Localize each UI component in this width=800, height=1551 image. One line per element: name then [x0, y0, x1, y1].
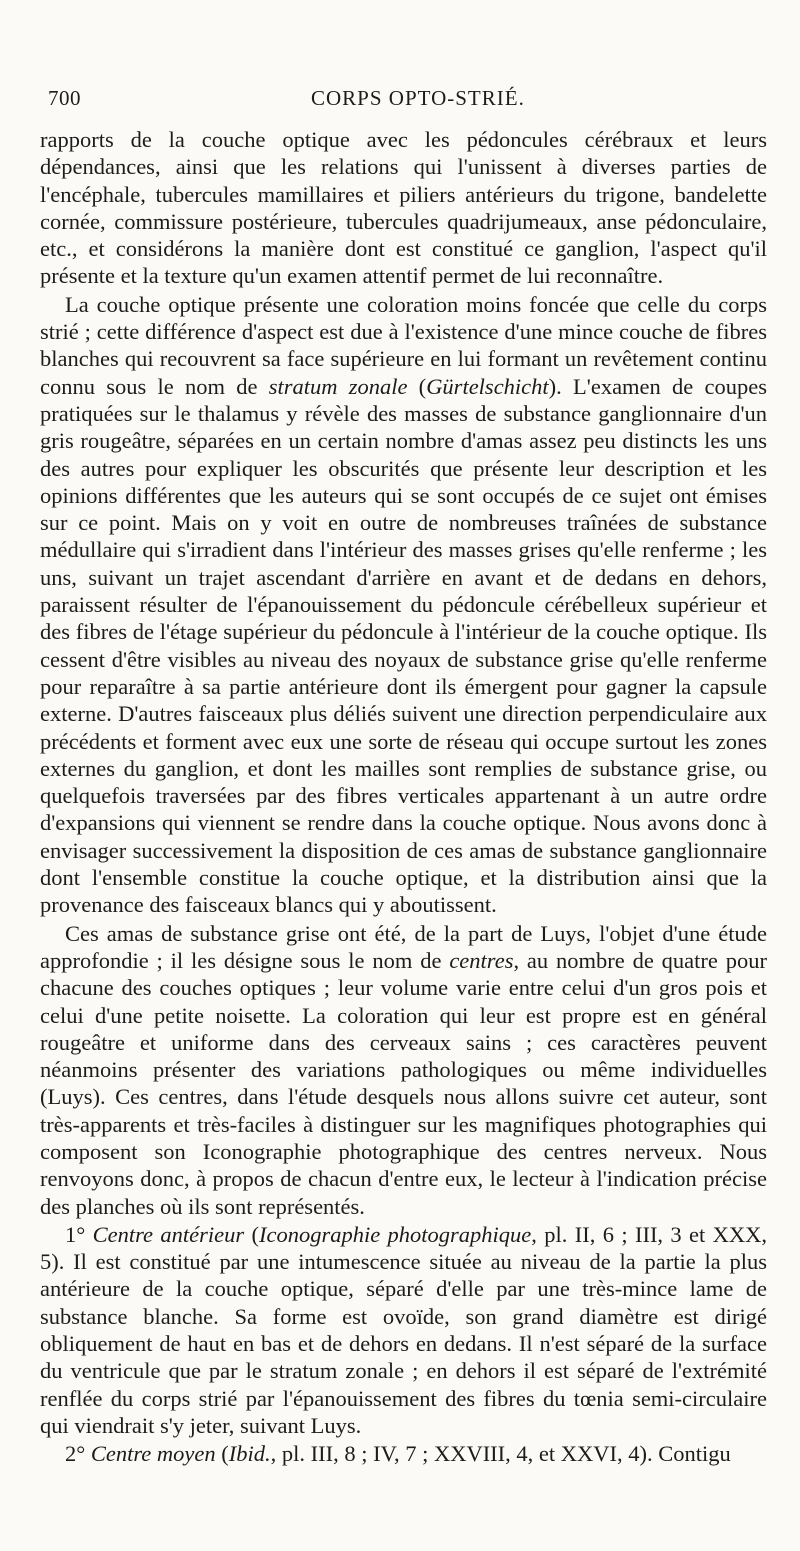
running-title: CORPS OPTO-STRIÉ. — [311, 86, 525, 110]
text-segment: Ces amas de substance grise ont été, de la part de Luys, l'objet d'une étude approfondie ; il les désigne sous le nom de — [40, 920, 767, 973]
italic-term: Gürtelschicht — [426, 373, 549, 399]
page-number: 700 — [48, 86, 81, 110]
paragraph — [40, 126, 767, 290]
italic-term: Centre antérieur — [92, 1221, 245, 1247]
paragraph — [40, 920, 767, 1220]
text-segment: 1° — [65, 1221, 93, 1247]
text-segment: , au nombre de quatre pour chacune des couches optiques ; leur volume varie entre celui d'un gros pois et celui d'une petite noisette. La coloration qui leur est propre est en général rougeâtre et uniforme dans des cerveaux sains ; ces caractères peuvent néanmoins présenter des variations pathologiques ou même individuelles (Luys). Ces centres, dans l'étude desquels nous allons suivre cet auteur, sont très-apparents et très-faciles à distinguer sur les magnifiques photographies qui composent son Iconographie photographique des centres nerveux. Nous renvoyons donc, à propos de chacun d'entre eux, le lecteur à l'indication précise des planches où ils sont représentés. — [40, 947, 767, 1219]
text-segment: ( — [244, 1221, 259, 1247]
text-segment: rapports de la couche optique avec les pédoncules cérébraux et leurs dépendances, ainsi que les relations qui l'unissent à diverses parties de l'encéphale, tubercules mamillaires et piliers antérieurs du trigone, bandelette cornée, commissure postérieure, tubercules quadrijumeaux, anse pédonculaire, etc., et considérons la manière dont est constitué ce ganglion, l'aspect qu'il présente et la texture qu'un examen attentif permet de lui reconnaître. — [40, 127, 767, 289]
paragraph — [40, 1440, 767, 1467]
text-segment: , pl. III, 8 ; IV, 7 ; XXVIII, 4, et XXVI, 4). Contigu — [270, 1441, 731, 1467]
text-segment: La couche optique présente une coloration moins foncée que celle du corps strié ; cette différence d'aspect est due à l'existence d'une mince couche de fibres blanches qui recouvrent sa face supérieure en lui formant un revêtement continu connu sous le nom de — [40, 291, 767, 399]
text-segment: 2° — [65, 1441, 91, 1467]
italic-term: stratum zonale — [268, 373, 408, 399]
italic-term: Iconographie photographique — [258, 1221, 532, 1247]
italic-term: Ibid. — [228, 1441, 271, 1467]
body-text — [40, 126, 767, 1468]
text-segment: ). L'examen de coupes pratiquées sur le thalamus y révèle des masses de substance ganglionnaire d'un gris rougeâtre, séparées en un certain nombre d'amas assez peu distincts les uns des autres pour expliquer les obscurités que présente leur description et les opinions différentes que les auteurs qui se sont occupés de ce sujet ont émises sur ce point. Mais on y voit en outre de nombreuses traînées de substance médullaire qui s'irradient dans l'intérieur des masses grises qu'elle renferme ; les uns, suivant un trajet ascendant d'arrière en avant et de dedans en dehors, paraissent résulter de l'épanouissement du pédoncule cérébelleux supérieur et des fibres de l'étage supérieur du pédoncule à l'intérieur de la couche optique. Ils cessent d'être visibles au niveau des noyaux de substance grise qu'elle renferme pour reparaître à sa partie antérieure dont ils émergent pour gagner la capsule externe. D'autres faisceaux plus déliés suivent une direction perpendiculaire aux précédents et forment avec eux une sorte de réseau qui occupe surtout les zones externes du ganglion, et dont les mailles sont remplies de substance grise, ou quelquefois traversées par des fibres verticales appartenant à un autre ordre d'expansions qui viennent se rendre dans la couche optique. Nous avons donc à envisager successivement la disposition de ces amas de substance ganglionnaire dont l'ensemble constitue la couche optique, et la distribution ainsi que la provenance des faisceaux blancs qui y aboutissent. — [40, 373, 767, 918]
italic-term: centres — [449, 947, 514, 973]
paragraph — [40, 291, 767, 919]
italic-term: Centre moyen — [90, 1441, 216, 1467]
page-header — [40, 80, 767, 126]
text-segment: ( — [215, 1441, 229, 1467]
book-page — [40, 80, 767, 1468]
text-segment: ( — [407, 373, 427, 399]
text-segment: , pl. II, 6 ; III, 3 et XXX, 5). Il est constitué par une intumescence située au niveau de la partie la plus antérieure de la couche optique, séparé d'elle par une très-mince lame de substance blanche. Sa forme est ovoïde, son grand diamètre est dirigé obliquement de haut en bas et de dehors en dedans. Il n'est séparé de la surface du ventricule que par le stratum zonale ; en dehors il est séparé de l'extrémité renflée du corps strié par l'épanouissement des fibres du tœnia semi-circulaire qui viendrait s'y jeter, suivant Luys. — [40, 1221, 767, 1438]
paragraph — [40, 1221, 767, 1439]
